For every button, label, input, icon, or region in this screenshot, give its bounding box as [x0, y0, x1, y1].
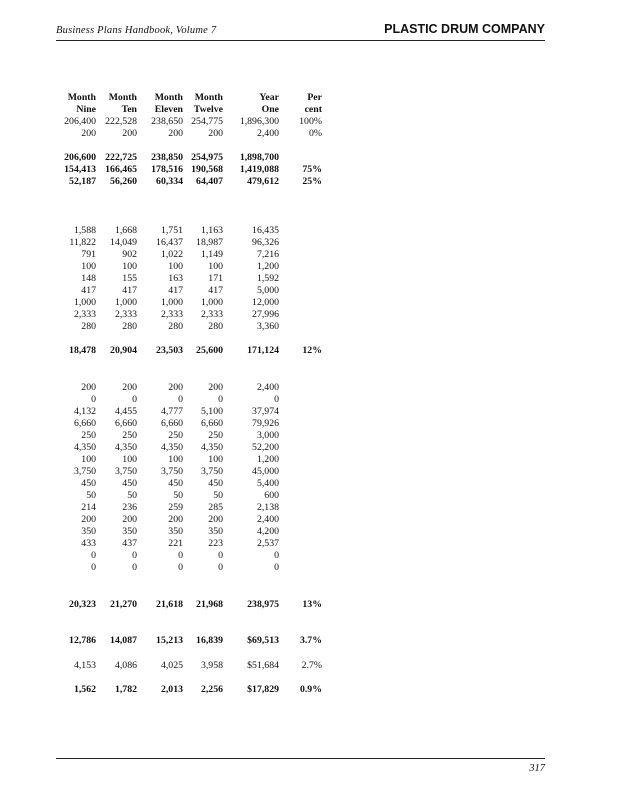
table-cell: 2,256: [200, 683, 223, 695]
table-row: [0, 406, 617, 418]
row-gap: [0, 188, 617, 225]
table-row: [0, 550, 617, 562]
table-cell: 250: [208, 430, 223, 442]
table-cell: 0: [274, 550, 279, 562]
table-cell: 0: [274, 562, 279, 574]
row-gap: [0, 574, 617, 599]
col-header: Month: [194, 92, 223, 103]
table-cell: 171: [208, 273, 223, 285]
table-cell: 0: [274, 394, 279, 406]
table-cell: 21,270: [110, 598, 137, 610]
table-cell: 200: [208, 382, 223, 394]
table-cell: 1,000: [160, 297, 183, 309]
table-cell: 3,750: [200, 466, 223, 478]
table-row: [0, 466, 617, 478]
table-cell: 0: [132, 550, 137, 562]
table-row: [0, 599, 617, 611]
table-cell: 154,413: [64, 164, 96, 176]
table-cell: 100: [81, 454, 96, 466]
table-cell: 3.7%: [299, 635, 322, 647]
table-cell: 100: [208, 454, 223, 466]
table-row: [0, 454, 617, 466]
row-gap: [0, 333, 617, 345]
table-cell: 5,000: [256, 285, 279, 297]
table-cell: 3,000: [256, 430, 279, 442]
table-cell: 450: [208, 478, 223, 490]
book-title: Business Plans Handbook, Volume 7: [56, 25, 217, 36]
table-cell: 417: [122, 285, 137, 297]
table-cell: 14,087: [110, 635, 137, 647]
col-header: One: [261, 104, 279, 115]
table-cell: 200: [81, 128, 96, 139]
table-cell: 4,132: [73, 406, 96, 418]
table-cell: 200: [168, 514, 183, 526]
col-header: Ten: [121, 104, 137, 115]
table-row: [0, 285, 617, 297]
table-cell: 23,503: [156, 345, 183, 357]
table-cell: 18,478: [69, 345, 96, 357]
col-header: Per: [307, 92, 322, 103]
table-cell: 206,400: [64, 116, 96, 127]
col-header: Month: [108, 92, 137, 103]
table-cell: 1,592: [256, 273, 279, 285]
table-cell: 2,013: [160, 683, 183, 695]
table-cell: 7,216: [256, 249, 279, 261]
table-cell: 2,400: [256, 382, 279, 394]
table-row: [0, 273, 617, 285]
table-cell: 52,187: [69, 176, 96, 188]
table-cell: 285: [208, 502, 223, 514]
table-cell: 1,200: [256, 261, 279, 273]
financial-table: [0, 92, 617, 696]
table-row: [0, 321, 617, 333]
table-cell: 1,000: [73, 297, 96, 309]
table-row: [0, 635, 617, 647]
table-cell: 178,516: [151, 164, 183, 176]
table-cell: 100: [208, 261, 223, 273]
table-cell: 0%: [308, 128, 322, 139]
table-cell: 4,200: [256, 526, 279, 538]
table-cell: 600: [264, 490, 279, 502]
table-cell: 100: [168, 261, 183, 273]
table-cell: 200: [122, 514, 137, 526]
col-header: Month: [154, 92, 183, 103]
table-cell: 2,400: [256, 128, 279, 139]
table-cell: 171,124: [247, 345, 279, 357]
table-cell: 250: [81, 430, 96, 442]
row-gap: [0, 357, 617, 382]
table-cell: 2,400: [256, 514, 279, 526]
table-row: [0, 128, 617, 140]
table-cell: 280: [168, 321, 183, 333]
table-cell: 222,528: [105, 116, 137, 127]
table-cell: 450: [81, 478, 96, 490]
table-cell: 1,200: [256, 454, 279, 466]
table-row: [0, 684, 617, 696]
table-cell: 0: [218, 562, 223, 574]
table-cell: 1,588: [73, 225, 96, 237]
table-cell: 1,668: [114, 225, 137, 237]
table-row: [0, 502, 617, 514]
table-cell: 437: [122, 538, 137, 550]
table-cell: 221: [168, 538, 183, 550]
table-cell: 20,323: [69, 598, 96, 610]
table-row: [0, 176, 617, 188]
table-cell: 479,612: [247, 176, 279, 188]
table-cell: 100%: [299, 116, 322, 127]
table-cell: 280: [81, 321, 96, 333]
table-cell: 200: [168, 382, 183, 394]
header-divider: [56, 40, 545, 41]
table-cell: 4,086: [114, 659, 137, 671]
table-cell: 15,213: [156, 635, 183, 647]
table-row: [0, 297, 617, 309]
table-row: [0, 237, 617, 249]
table-row: [0, 562, 617, 574]
table-row: [0, 116, 617, 128]
table-cell: 250: [122, 430, 137, 442]
table-cell: 350: [81, 526, 96, 538]
table-cell: 50: [86, 490, 96, 502]
table-cell: 3,750: [114, 466, 137, 478]
table-cell: 27,996: [252, 309, 279, 321]
table-cell: $51,684: [247, 659, 279, 671]
table-cell: 166,465: [105, 164, 137, 176]
table-cell: 200: [81, 382, 96, 394]
table-row: [0, 261, 617, 273]
table-cell: 6,660: [114, 418, 137, 430]
table-row: [0, 152, 617, 164]
table-row: [0, 660, 617, 672]
table-cell: 20,904: [110, 345, 137, 357]
table-cell: 100: [122, 454, 137, 466]
table-cell: 222,725: [105, 152, 137, 164]
table-row: [0, 514, 617, 526]
table-cell: 417: [168, 285, 183, 297]
table-cell: 56,260: [110, 176, 137, 188]
table-cell: 1,022: [160, 249, 183, 261]
table-cell: 21,618: [156, 598, 183, 610]
table-cell: 417: [208, 285, 223, 297]
table-cell: 14,049: [110, 237, 137, 249]
table-row: [0, 249, 617, 261]
table-cell: 214: [81, 502, 96, 514]
row-gap: [0, 672, 617, 684]
row-gap: [0, 647, 617, 659]
table-cell: 3,750: [73, 466, 96, 478]
table-cell: 100: [168, 454, 183, 466]
table-cell: 1,898,700: [239, 152, 279, 164]
table-cell: 2,333: [160, 309, 183, 321]
table-cell: 280: [122, 321, 137, 333]
table-cell: 12%: [302, 345, 322, 357]
table-cell: 1,163: [200, 225, 223, 237]
table-cell: 13%: [302, 598, 322, 610]
table-cell: 4,350: [114, 442, 137, 454]
col-header: Month: [67, 92, 96, 103]
table-row: [0, 526, 617, 538]
table-cell: 1,000: [114, 297, 137, 309]
table-cell: 254,975: [191, 152, 223, 164]
table-cell: 16,437: [156, 237, 183, 249]
footer-divider: [56, 758, 545, 759]
table-cell: 0: [178, 562, 183, 574]
table-cell: 0.9%: [299, 683, 322, 695]
table-row: [0, 382, 617, 394]
table-cell: 250: [168, 430, 183, 442]
table-cell: 200: [208, 514, 223, 526]
col-header: cent: [304, 104, 322, 115]
table-row: [0, 490, 617, 502]
table-cell: 1,000: [200, 297, 223, 309]
table-cell: 25,600: [196, 345, 223, 357]
table-cell: 37,974: [252, 406, 279, 418]
table-cell: 450: [168, 478, 183, 490]
table-cell: 1,562: [73, 683, 96, 695]
table-cell: 0: [178, 394, 183, 406]
table-cell: 0: [91, 394, 96, 406]
table-cell: 2,333: [200, 309, 223, 321]
table-cell: 3,958: [200, 659, 223, 671]
table-cell: 5,100: [200, 406, 223, 418]
table-row: [0, 309, 617, 321]
table-cell: 223: [208, 538, 223, 550]
table-row: [0, 345, 617, 357]
table-cell: 16,435: [252, 225, 279, 237]
table-cell: 0: [132, 562, 137, 574]
table-cell: 100: [122, 261, 137, 273]
table-cell: 433: [81, 538, 96, 550]
table-row: [0, 430, 617, 442]
table-cell: 1,751: [160, 225, 183, 237]
table-cell: 18,987: [196, 237, 223, 249]
table-cell: 350: [208, 526, 223, 538]
table-cell: 200: [122, 128, 137, 139]
table-cell: 75%: [302, 164, 322, 176]
table-cell: 0: [218, 394, 223, 406]
table-cell: 450: [122, 478, 137, 490]
col-header: Year: [259, 92, 279, 103]
table-cell: 2.7%: [301, 659, 322, 671]
table-cell: 2,138: [256, 502, 279, 514]
table-cell: 0: [91, 562, 96, 574]
column-header-line-2: [0, 104, 617, 116]
table-cell: 0: [178, 550, 183, 562]
table-cell: 238,975: [247, 598, 279, 610]
table-cell: 254,775: [191, 116, 223, 127]
col-header: Nine: [76, 104, 96, 115]
table-cell: 4,350: [160, 442, 183, 454]
table-cell: 2,333: [114, 309, 137, 321]
table-cell: 2,537: [256, 538, 279, 550]
table-cell: 1,149: [200, 249, 223, 261]
table-cell: 350: [122, 526, 137, 538]
table-cell: 12,000: [252, 297, 279, 309]
column-header-line-1: [0, 92, 617, 104]
table-cell: 50: [213, 490, 223, 502]
table-cell: 50: [173, 490, 183, 502]
table-cell: 16,839: [196, 635, 223, 647]
table-cell: $69,513: [247, 635, 279, 647]
table-cell: 155: [122, 273, 137, 285]
row-gap: [0, 140, 617, 152]
table-cell: 25%: [302, 176, 322, 188]
table-cell: 6,660: [200, 418, 223, 430]
table-cell: 1,419,088: [239, 164, 279, 176]
table-cell: 52,200: [252, 442, 279, 454]
table-cell: 200: [168, 128, 183, 139]
table-cell: 0: [91, 550, 96, 562]
table-cell: 238,850: [151, 152, 183, 164]
table-cell: 79,926: [252, 418, 279, 430]
table-row: [0, 418, 617, 430]
table-cell: 11,822: [69, 237, 96, 249]
table-cell: 12,786: [69, 635, 96, 647]
table-cell: 236: [122, 502, 137, 514]
table-cell: 45,000: [252, 466, 279, 478]
table-cell: 3,750: [160, 466, 183, 478]
table-row: [0, 225, 617, 237]
table-cell: 259: [168, 502, 183, 514]
table-cell: 2,333: [73, 309, 96, 321]
table-cell: 60,334: [156, 176, 183, 188]
table-cell: 200: [122, 382, 137, 394]
table-cell: 148: [81, 273, 96, 285]
table-cell: 6,660: [160, 418, 183, 430]
table-cell: 96,326: [252, 237, 279, 249]
col-header: Eleven: [154, 104, 183, 115]
table-row: [0, 478, 617, 490]
table-cell: 350: [168, 526, 183, 538]
table-row: [0, 394, 617, 406]
table-cell: 1,896,300: [239, 116, 279, 127]
table-cell: 417: [81, 285, 96, 297]
table-row: [0, 442, 617, 454]
table-cell: 21,968: [196, 598, 223, 610]
table-cell: 238,650: [151, 116, 183, 127]
table-cell: 5,400: [256, 478, 279, 490]
table-cell: 6,660: [73, 418, 96, 430]
table-cell: $17,829: [247, 683, 279, 695]
table-cell: 4,350: [73, 442, 96, 454]
table-row: [0, 164, 617, 176]
table-cell: 3,360: [256, 321, 279, 333]
table-cell: 200: [81, 514, 96, 526]
row-gap: [0, 611, 617, 636]
table-cell: 4,777: [160, 406, 183, 418]
table-cell: 0: [132, 394, 137, 406]
table-cell: 200: [208, 128, 223, 139]
company-title: PLASTIC DRUM COMPANY: [384, 22, 545, 36]
table-cell: 190,568: [191, 164, 223, 176]
table-cell: 0: [218, 550, 223, 562]
table-row: [0, 538, 617, 550]
table-cell: 791: [81, 249, 96, 261]
table-cell: 163: [168, 273, 183, 285]
table-cell: 4,153: [73, 659, 96, 671]
table-cell: 100: [81, 261, 96, 273]
page-number: 317: [529, 763, 545, 774]
table-cell: 4,350: [200, 442, 223, 454]
table-cell: 902: [122, 249, 137, 261]
table-cell: 206,600: [64, 152, 96, 164]
table-cell: 4,455: [114, 406, 137, 418]
table-cell: 64,407: [196, 176, 223, 188]
table-cell: 280: [208, 321, 223, 333]
col-header: Twelve: [193, 104, 223, 115]
table-cell: 1,782: [114, 683, 137, 695]
table-cell: 4,025: [160, 659, 183, 671]
table-cell: 50: [127, 490, 137, 502]
